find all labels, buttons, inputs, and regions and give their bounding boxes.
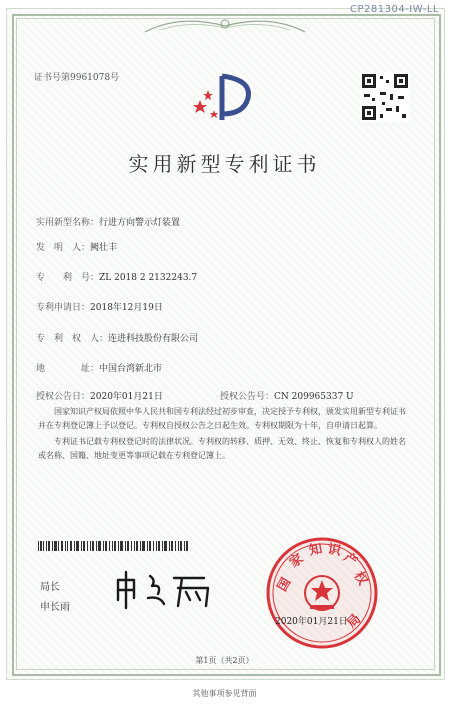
field-filing-date	[36, 300, 163, 313]
svg-text:权: 权	[350, 569, 371, 588]
name-label: 实用新型名称：	[36, 218, 100, 228]
grant-number-value: CN 209965337 U	[274, 392, 354, 402]
body-paragraph-1: 国家知识产权局依照中华人民共和国专利法经过初步审查，决定授予专利权，颁发实用新型专利证书并在专利登记簿上予以登记。专利权自授权公告之日起生效。专利权期限为十年，自申请日起算。	[38, 407, 406, 430]
field-utility-model-name	[36, 215, 180, 228]
signatory-title: 局长	[40, 582, 60, 593]
field-inventor	[36, 240, 117, 253]
page-number: 第1页（共2页）	[195, 656, 254, 665]
certificate-number: 证书号第9961078号	[34, 73, 120, 83]
address-label: 地 址：	[36, 364, 100, 374]
name-value: 行进方向警示灯装置	[99, 218, 181, 228]
body-paragraph-2: 专利证书记载专利权登记时的法律状况。专利权的转移、质押、无效、终止、恢复和专利权人的姓名或名称、国籍、地址变更等事项记载在专利登记簿上。	[38, 437, 406, 460]
handwritten-note: CP281304-IW-LL	[350, 4, 439, 15]
svg-text:国: 国	[274, 575, 295, 595]
address-value: 中国台湾新北市	[99, 364, 163, 374]
svg-text:家: 家	[287, 551, 307, 571]
patentee-label: 专 利 权 人：	[36, 334, 109, 344]
svg-text:识: 识	[326, 542, 342, 560]
svg-text:知: 知	[308, 541, 324, 559]
filing-date-label: 专利申请日：	[36, 303, 91, 313]
official-seal	[264, 535, 380, 651]
handwritten-signature	[112, 566, 222, 612]
seal-date: 2020年01月21日	[275, 617, 348, 627]
qr-code	[360, 72, 410, 122]
patentee-value: 连进科技股份有限公司	[108, 334, 199, 344]
svg-text:产: 产	[340, 549, 360, 570]
filing-date-value: 2018年12月19日	[90, 303, 163, 313]
patent-number-label: 专 利 号：	[36, 273, 100, 283]
field-patent-number	[36, 270, 197, 283]
barcode	[38, 541, 188, 551]
field-grant-number	[220, 389, 354, 402]
inventor-value: 阙壮丰	[90, 243, 118, 253]
certificate-body	[38, 405, 410, 465]
patent-office-emblem	[186, 70, 266, 126]
top-ornament	[140, 12, 310, 38]
field-grant-date	[36, 389, 163, 402]
patent-number-value: ZL 2018 2 2132243.7	[99, 273, 198, 283]
svg-text:局: 局	[344, 611, 365, 632]
field-address	[36, 361, 162, 374]
field-patentee	[36, 331, 198, 344]
inventor-label: 发 明 人：	[36, 243, 91, 253]
grant-date-value: 2020年01月21日	[90, 392, 163, 402]
certificate-title: 实用新型专利证书	[128, 152, 321, 176]
grant-number-label: 授权公告号：	[220, 392, 275, 402]
footer-note: 其他事项参见背面	[192, 689, 257, 698]
grant-date-label: 授权公告日：	[36, 392, 91, 402]
signatory-name: 申长雨	[40, 602, 70, 613]
